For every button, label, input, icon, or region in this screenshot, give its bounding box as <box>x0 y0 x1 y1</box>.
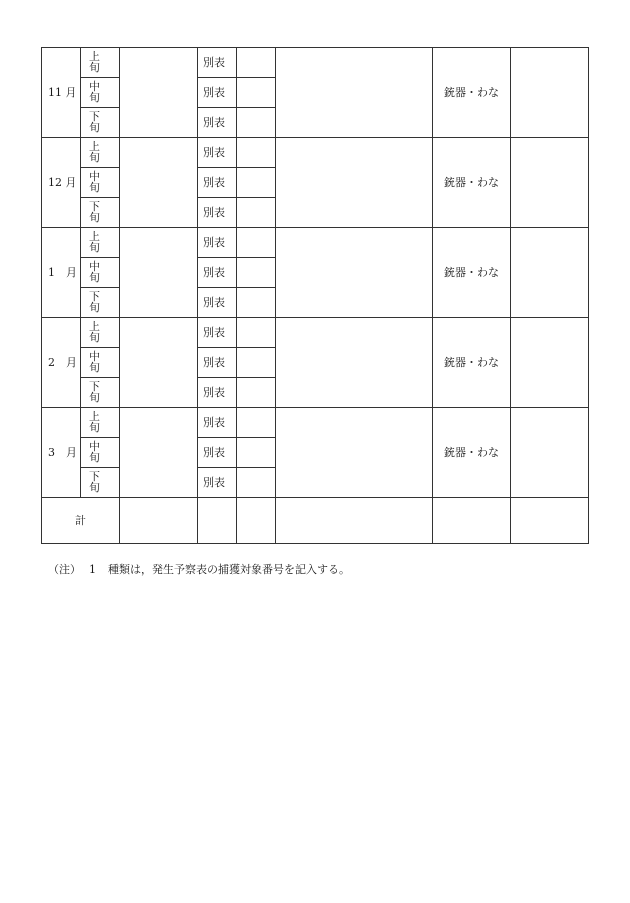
period-late: 下 旬 <box>81 288 120 318</box>
type-cell[interactable] <box>237 348 276 378</box>
type-cell[interactable] <box>237 378 276 408</box>
period-late: 下 旬 <box>81 108 120 138</box>
type-cell[interactable] <box>237 78 276 108</box>
month-row-nov <box>42 48 589 78</box>
footnote <box>48 563 350 577</box>
footnote-prefix: （注） <box>48 563 81 576</box>
remarks-cell[interactable] <box>511 228 589 318</box>
period-middle: 中 旬 <box>81 168 120 198</box>
location-cell[interactable] <box>276 138 433 228</box>
betsu-cell: 別表 <box>198 198 237 228</box>
total-betsu-cell[interactable] <box>198 498 237 544</box>
count-cell[interactable] <box>120 228 198 318</box>
month-label: 12 月 <box>42 138 81 228</box>
period-early: 上 旬 <box>81 318 120 348</box>
type-cell[interactable] <box>237 168 276 198</box>
count-cell[interactable] <box>120 408 198 498</box>
period-early: 上 旬 <box>81 48 120 78</box>
report-table <box>41 47 589 544</box>
period-middle: 中 旬 <box>81 258 120 288</box>
period-early: 上 旬 <box>81 138 120 168</box>
type-cell[interactable] <box>237 258 276 288</box>
period-late: 下 旬 <box>81 468 120 498</box>
count-cell[interactable] <box>120 138 198 228</box>
type-cell[interactable] <box>237 408 276 438</box>
type-cell[interactable] <box>237 468 276 498</box>
type-cell[interactable] <box>237 108 276 138</box>
betsu-cell: 別表 <box>198 348 237 378</box>
type-cell[interactable] <box>237 198 276 228</box>
location-cell[interactable] <box>276 48 433 138</box>
period-middle: 中 旬 <box>81 348 120 378</box>
betsu-cell: 別表 <box>198 438 237 468</box>
location-cell[interactable] <box>276 228 433 318</box>
period-middle: 中 旬 <box>81 438 120 468</box>
betsu-cell: 別表 <box>198 258 237 288</box>
month-row-dec <box>42 138 589 168</box>
betsu-cell: 別表 <box>198 78 237 108</box>
type-cell[interactable] <box>237 438 276 468</box>
betsu-cell: 別表 <box>198 318 237 348</box>
total-count-cell[interactable] <box>120 498 198 544</box>
remarks-cell[interactable] <box>511 408 589 498</box>
method-cell: 銃器・わな <box>433 48 511 138</box>
betsu-cell: 別表 <box>198 408 237 438</box>
type-cell[interactable] <box>237 288 276 318</box>
betsu-cell: 別表 <box>198 228 237 258</box>
betsu-cell: 別表 <box>198 378 237 408</box>
count-cell[interactable] <box>120 318 198 408</box>
footnote-number: 1 <box>89 563 96 576</box>
betsu-cell: 別表 <box>198 108 237 138</box>
total-method-cell[interactable] <box>433 498 511 544</box>
type-cell[interactable] <box>237 138 276 168</box>
method-cell: 銃器・わな <box>433 318 511 408</box>
method-cell: 銃器・わな <box>433 138 511 228</box>
footnote-text: 種類は，発生予察表の捕獲対象番号を記入する。 <box>108 563 350 576</box>
month-row-jan <box>42 228 589 258</box>
remarks-cell[interactable] <box>511 318 589 408</box>
month-row-mar <box>42 408 589 438</box>
period-early: 上 旬 <box>81 228 120 258</box>
betsu-cell: 別表 <box>198 168 237 198</box>
total-row <box>42 498 589 544</box>
count-cell[interactable] <box>120 48 198 138</box>
remarks-cell[interactable] <box>511 138 589 228</box>
type-cell[interactable] <box>237 228 276 258</box>
month-row-feb <box>42 318 589 348</box>
period-middle: 中 旬 <box>81 78 120 108</box>
total-label: 計 <box>42 498 120 544</box>
period-early: 上 旬 <box>81 408 120 438</box>
betsu-cell: 別表 <box>198 288 237 318</box>
period-late: 下 旬 <box>81 378 120 408</box>
month-label: 11 月 <box>42 48 81 138</box>
type-cell[interactable] <box>237 48 276 78</box>
month-label: 2 月 <box>42 318 81 408</box>
month-label: 3 月 <box>42 408 81 498</box>
total-remarks-cell[interactable] <box>511 498 589 544</box>
type-cell[interactable] <box>237 318 276 348</box>
period-late: 下 旬 <box>81 198 120 228</box>
remarks-cell[interactable] <box>511 48 589 138</box>
betsu-cell: 別表 <box>198 468 237 498</box>
method-cell: 銃器・わな <box>433 228 511 318</box>
month-label: 1 月 <box>42 228 81 318</box>
total-location-cell[interactable] <box>276 498 433 544</box>
total-type-cell[interactable] <box>237 498 276 544</box>
location-cell[interactable] <box>276 408 433 498</box>
betsu-cell: 別表 <box>198 48 237 78</box>
location-cell[interactable] <box>276 318 433 408</box>
method-cell: 銃器・わな <box>433 408 511 498</box>
betsu-cell: 別表 <box>198 138 237 168</box>
